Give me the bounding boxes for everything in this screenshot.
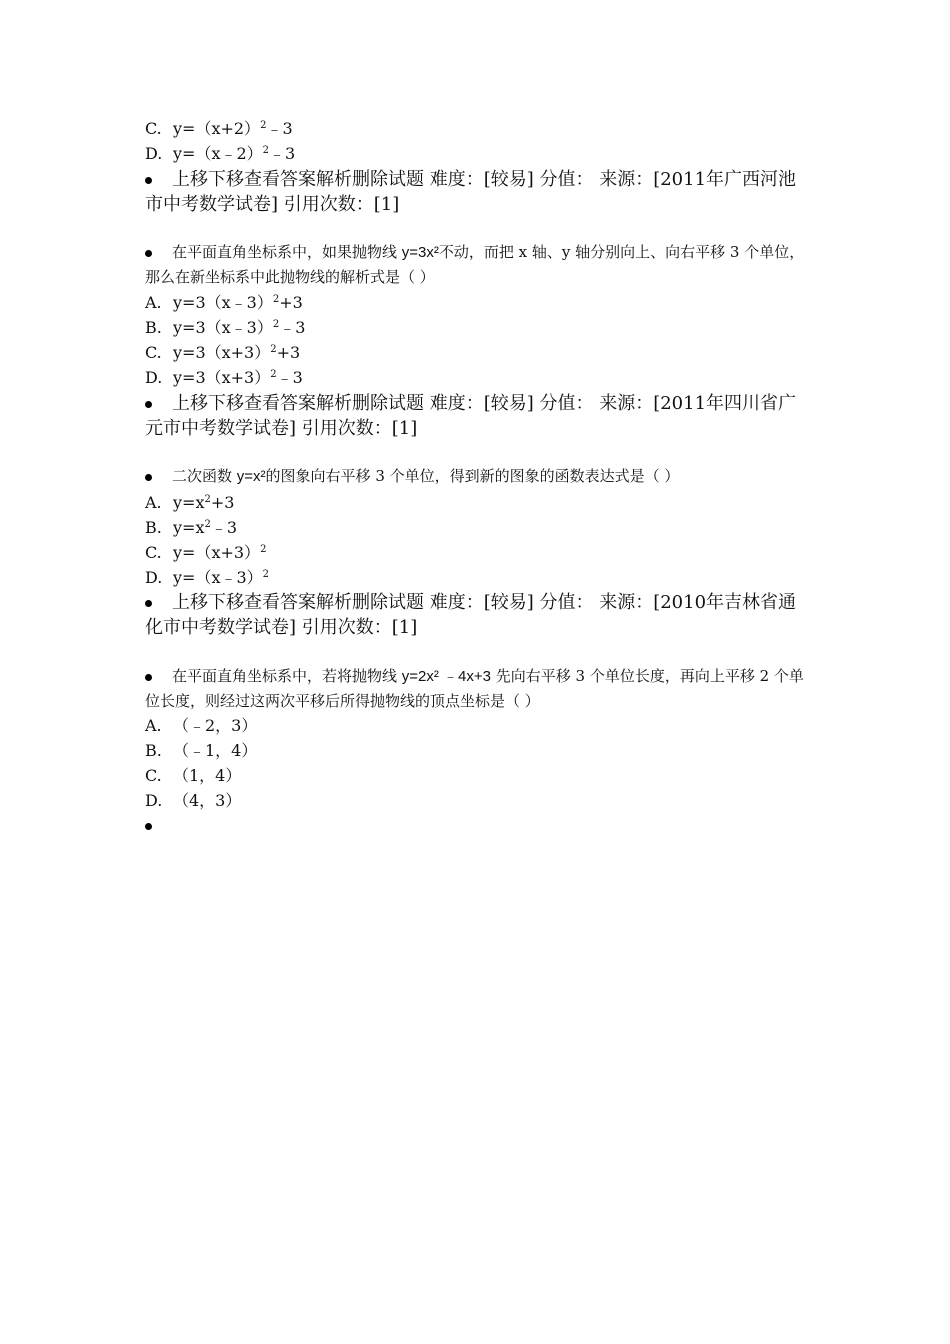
option-a: A. $y=x^2+3$ [145,493,235,512]
option-b: B. （﹣1，4） [145,741,258,760]
question-meta: 上移下移查看答案解析删除试题 难度：[较易] 分值： 来源：[2011年广西河池市中考数学试卷] 引用次数：[1] [145,169,797,215]
question-meta: 上移下移查看答案解析删除试题 难度：[较易] 分值： 来源：[2011年四川省广元市中考数学试卷] 引用次数：[1] [145,393,797,439]
option-d: D. y=（x﹣2）$^2$﹣3 [145,144,296,163]
option-a: A. （﹣2，3） [145,716,258,735]
option-b: B. $y=x^2﹣3$ [145,518,238,537]
question-meta: 上移下移查看答案解析删除试题 难度：[较易] 分值： 来源：[2010年吉林省通化市中考数学试卷] 引用次数：[1] [145,592,797,638]
option-d: D. （4，3） [145,791,242,810]
option-c: C. $y=3(x+3)^2+3$ [145,343,301,362]
option-d: D. $y=3(x+3)^2﹣3$ [145,368,303,387]
option-a: A. y=3（x﹣3）$^2$+3 [145,293,303,312]
option-c: C. （1，4） [145,766,242,785]
option-c: C. $y=(x+2)^2﹣3$ [145,119,293,138]
option-b: B. y=3（x﹣3）$^2$﹣3 [145,318,306,337]
question-text: 在平面直角坐标系中，若将抛物线 y=2x² ﹣4x+3 先向右平移 3 个单位长度，再向上平移 2 个单位长度，则经过这两次平移后所得抛物线的顶点坐标是（ ） [145,667,804,710]
option-c: C. $y=(x+3)^2$ [145,543,267,562]
option-d: D. y=（x﹣3）$^2$ [145,568,270,587]
bullet-icon [145,823,152,830]
question-text: 二次函数 y=x²的图象向右平移 3 个单位，得到新的图象的函数表达式是（ ） [172,467,680,485]
question-text: 在平面直角坐标系中，如果抛物线 y=3x²不动，而把 x 轴、y 轴分别向上、向右平移 3 个单位，那么在新坐标系中此抛物线的解析式是（ ） [145,243,805,286]
